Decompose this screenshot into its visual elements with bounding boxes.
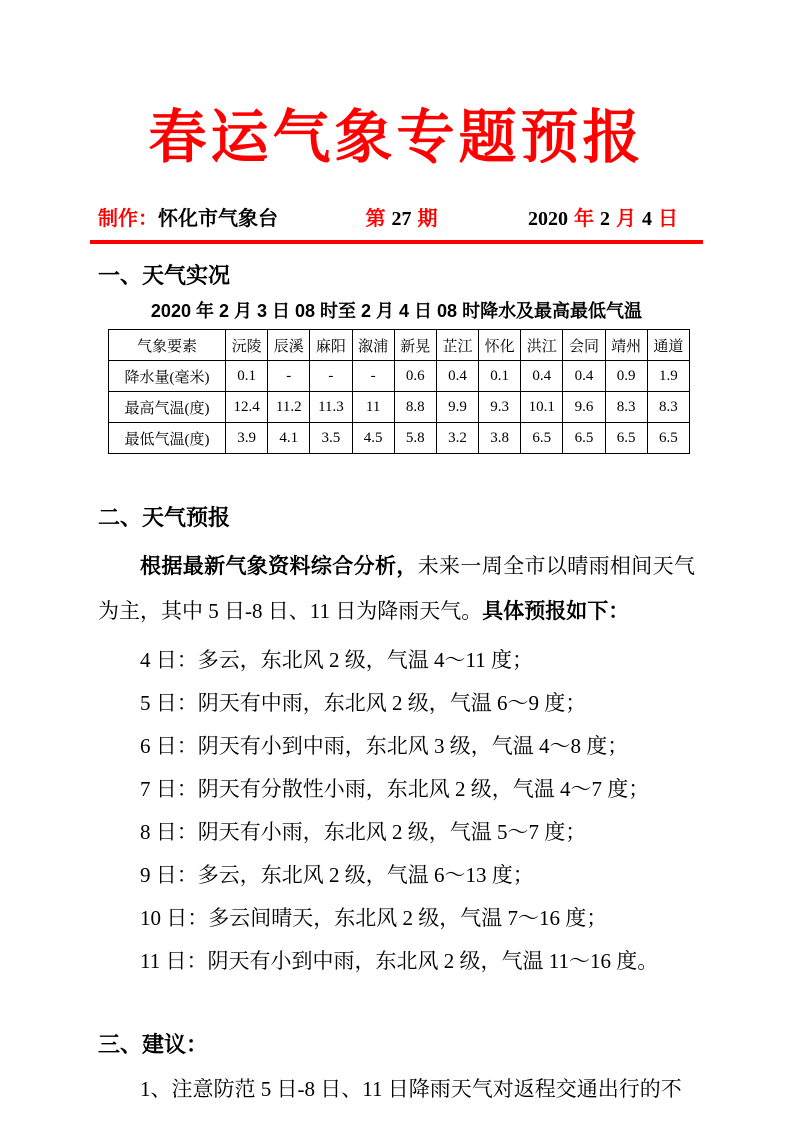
table-cell: 3.5 (310, 423, 352, 454)
forecast-line: 11 日：阴天有小到中雨，东北风 2 级，气温 11～16 度。 (140, 949, 659, 973)
table-cell: 6.5 (563, 423, 605, 454)
table-header-cell: 靖州 (605, 330, 647, 361)
table-cell: 9.3 (479, 392, 521, 423)
table-header-cell: 芷江 (436, 330, 478, 361)
forecast-intro-paragraph (98, 544, 695, 634)
table-cell: 0.9 (605, 361, 647, 392)
issue-number (363, 202, 441, 231)
forecast-intro-normal: 未来一周全市以晴雨相间天气为主，其中 5 日-8 日、11 日为降雨天气。 (98, 554, 696, 623)
issue-value: 27 (391, 208, 412, 230)
table-cell: 8.3 (605, 392, 647, 423)
table-cell: 9.9 (436, 392, 478, 423)
forecast-line: 4 日：多云，东北风 2 级，气温 4～11 度； (140, 648, 533, 672)
section-3-heading: 三、建议： (98, 1032, 209, 1057)
table-cell: 6.5 (647, 423, 689, 454)
table-header-cell: 辰溪 (268, 330, 310, 361)
forecast-line: 9 日：多云，东北风 2 级，气温 6～13 度； (140, 863, 534, 887)
forecast-line: 10 日：多云间晴天，东北风 2 级，气温 7～16 度； (140, 906, 608, 930)
forecast-intro-bold-tail: 具体预报如下： (482, 600, 630, 623)
forecast-intro-bold-lead: 根据最新气象资料综合分析， (140, 555, 418, 578)
date-day-unit: 日 (658, 208, 678, 230)
table-cell: - (352, 361, 394, 392)
table-cell: 5.8 (394, 423, 436, 454)
table-row (109, 423, 690, 454)
table-cell: 3.8 (479, 423, 521, 454)
forecast-list (98, 639, 695, 983)
producer-label: 制作： (98, 208, 158, 230)
section-2-heading: 二、天气预报 (98, 505, 231, 530)
table-cell: 0.4 (521, 361, 563, 392)
table-cell: - (310, 361, 352, 392)
row-label-cell: 降水量(毫米) (109, 361, 226, 392)
table-header-cell: 会同 (563, 330, 605, 361)
date-month: 2 (600, 208, 610, 230)
table-cell: 6.5 (521, 423, 563, 454)
table-cell: 4.1 (268, 423, 310, 454)
table-cell: 0.1 (479, 361, 521, 392)
table-header-cell: 沅陵 (226, 330, 268, 361)
date-day: 4 (642, 208, 652, 230)
table-header-cell: 新晃 (394, 330, 436, 361)
forecast-line: 7 日：阴天有分散性小雨，东北风 2 级，气温 4～7 度； (140, 777, 650, 801)
table-header-cell: 麻阳 (310, 330, 352, 361)
table-cell: 12.4 (226, 392, 268, 423)
table-cell: 4.5 (352, 423, 394, 454)
producer-value: 怀化市气象台 (158, 208, 278, 230)
page-title: 春运气象专题预报 (148, 105, 645, 170)
document-meta-row (98, 202, 695, 231)
table-header-cell: 通道 (647, 330, 689, 361)
table-header-row (109, 330, 690, 361)
table-header-cell: 溆浦 (352, 330, 394, 361)
table-cell: 0.1 (226, 361, 268, 392)
issue-prefix: 第 (365, 208, 386, 230)
table-cell: 0.4 (563, 361, 605, 392)
date-year: 2020 (528, 208, 568, 230)
table-cell: 10.1 (521, 392, 563, 423)
table-header-cell: 气象要素 (109, 330, 226, 361)
date-year-unit: 年 (574, 208, 594, 230)
weather-table (108, 329, 690, 454)
table-cell: 8.8 (394, 392, 436, 423)
table-cell: - (268, 361, 310, 392)
table-row (109, 392, 690, 423)
row-label-cell: 最高气温(度) (109, 392, 226, 423)
table-cell: 1.9 (647, 361, 689, 392)
table-cell: 8.3 (647, 392, 689, 423)
table-cell: 11 (352, 392, 394, 423)
forecast-line: 6 日：阴天有小到中雨，东北风 3 级，气温 4～8 度； (140, 734, 629, 758)
table-cell: 0.6 (394, 361, 436, 392)
red-divider-line (90, 240, 703, 244)
table-header-cell: 怀化 (479, 330, 521, 361)
suggestion-line: 1、注意防范 5 日-8 日、11 日降雨天气对返程交通出行的不 (140, 1077, 682, 1101)
table-header-cell: 洪江 (521, 330, 563, 361)
issue-date (525, 202, 681, 231)
table-cell: 6.5 (605, 423, 647, 454)
issue-suffix: 期 (417, 208, 438, 230)
forecast-line: 8 日：阴天有小雨，东北风 2 级，气温 5～7 度； (140, 820, 587, 844)
table-cell: 11.3 (310, 392, 352, 423)
table-row (109, 361, 690, 392)
table-cell: 3.2 (436, 423, 478, 454)
table-cell: 3.9 (226, 423, 268, 454)
table-cell: 11.2 (268, 392, 310, 423)
table-cell: 9.6 (563, 392, 605, 423)
section-1-heading: 一、天气实况 (98, 263, 231, 288)
row-label-cell: 最低气温(度) (109, 423, 226, 454)
table-cell: 0.4 (436, 361, 478, 392)
producer-info (98, 202, 278, 231)
date-month-unit: 月 (616, 208, 636, 230)
forecast-line: 5 日：阴天有中雨，东北风 2 级，气温 6～9 度； (140, 691, 587, 715)
weather-table-caption: 2020 年 2 月 3 日 08 时至 2 月 4 日 08 时降水及最高最低气温 (150, 301, 643, 321)
